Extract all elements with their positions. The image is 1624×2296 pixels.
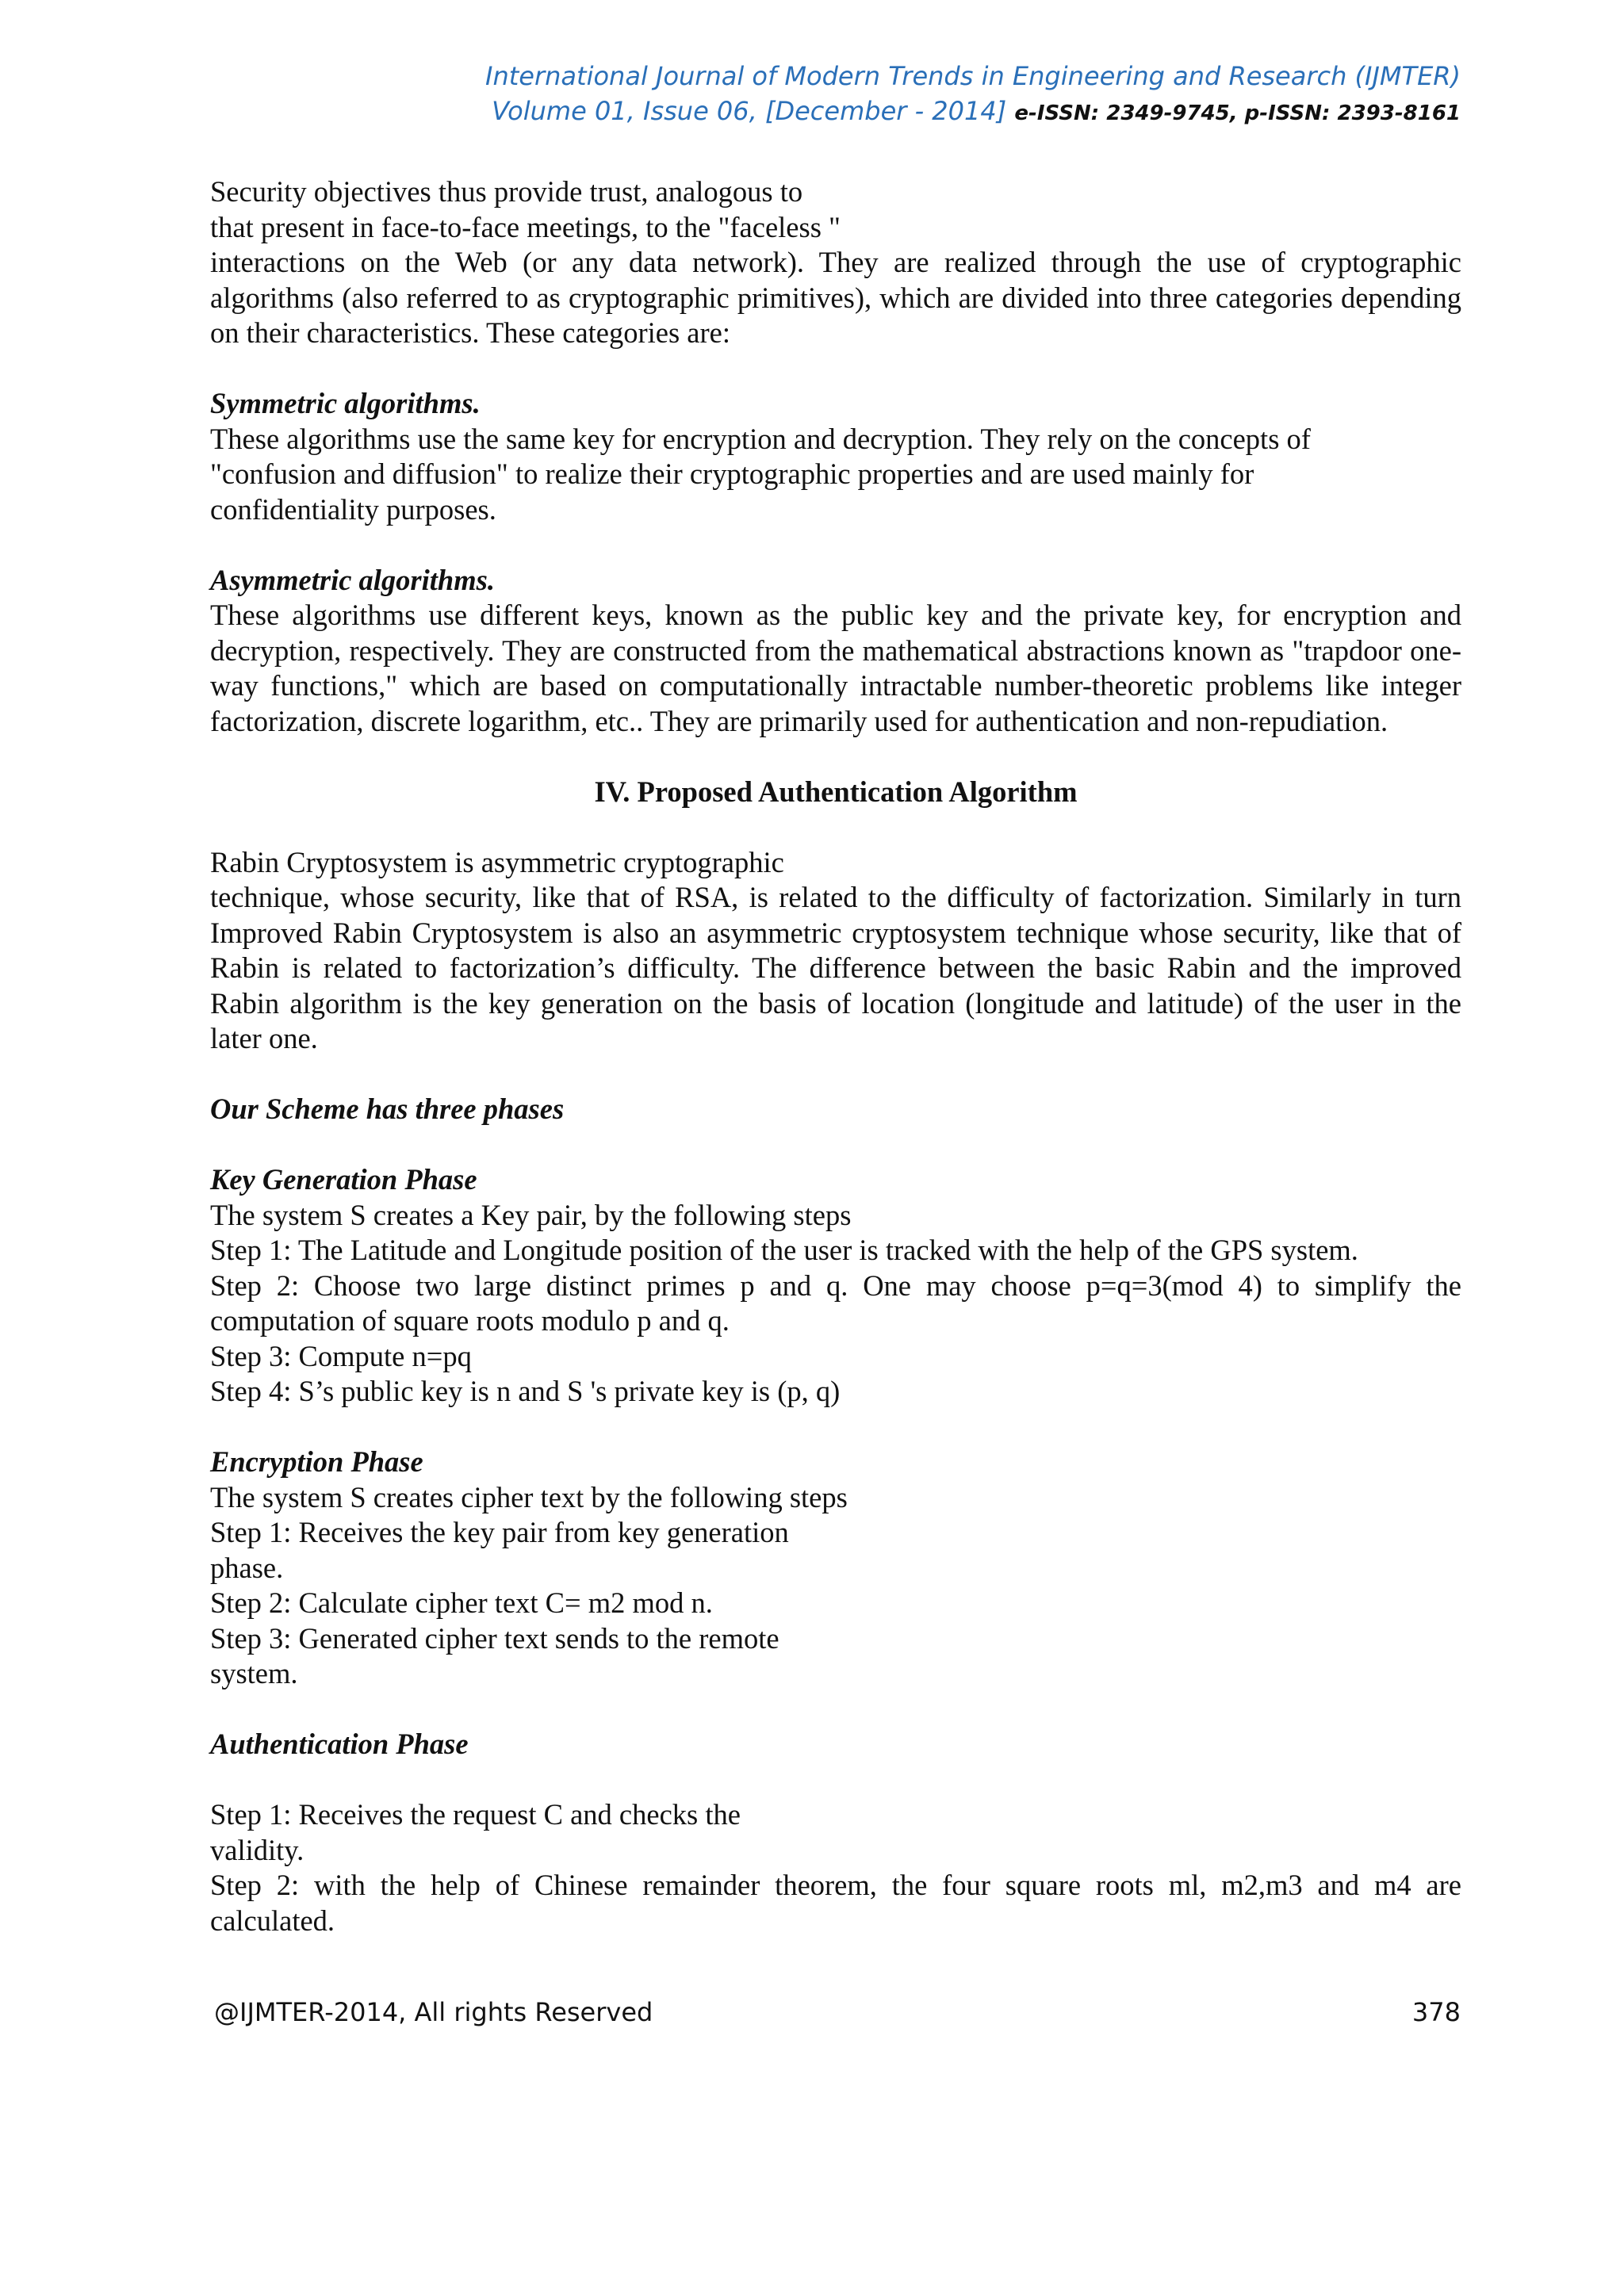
keygen-intro: The system S creates a Key pair, by the following steps [210,1198,852,1231]
authentication-heading: Authentication Phase [210,1728,469,1760]
authentication-step-2: Step 2: with the help of Chinese remainder theorem, the four square roots ml, m2,m3 and m4 are calculated. [210,1869,1461,1937]
rabin-line-1: Rabin Cryptosystem is asymmetric cryptographic [210,845,784,878]
asymmetric-paragraph: These algorithms use different keys, known as the public key and the private key, for encryption and decryption, respectively. They are constructed from the mathematical abstractions known as "trapdoor one-way functions," which are based on computationally intractable number-theoretic problems like integer factorization, discrete logarithm, etc.. They are primarily used for authentication and non-repudiation. [210,599,1461,737]
keygen-step-2: Step 2: Choose two large distinct primes p and q. One may choose p=q=3(mod 4) to simplify the computation of square roots modulo p and q. [210,1269,1461,1337]
spacer [210,739,1461,775]
spacer [210,1762,1461,1798]
encryption-intro: The system S creates cipher text by the following steps [210,1480,848,1513]
keygen-step-4: Step 4: S’s public key is n and S 's private key is (p, q) [210,1375,841,1407]
encryption-step-3: Step 3: Generated cipher text sends to the remote [210,1621,779,1655]
journal-issn: e-ISSN: 2349-9745, p-ISSN: 2393-8161 [1014,101,1461,125]
page-footer [214,1996,1461,2028]
spacer [210,1127,1461,1163]
encryption-step-2: Step 2: Calculate cipher text C= m2 mod n. [210,1586,713,1619]
authentication-step-1-cont: validity. [210,1833,304,1866]
page-body [210,174,1461,1938]
encryption-step-1: Step 1: Receives the key pair from key generation [210,1516,789,1548]
section-title: IV. Proposed Authentication Algorithm [594,775,1078,808]
symmetric-line-2: "confusion and diffusion" to realize their cryptographic properties and are used mainly for [210,457,1254,490]
intro-line-2: that present in face-to-face meetings, to the "faceless " [210,210,841,243]
journal-header [485,59,1461,131]
authentication-step-1: Step 1: Receives the request C and checks the [210,1798,741,1831]
intro-paragraph: interactions on the Web (or any data network). They are realized through the use of cryptographic algorithms (also referred to as cryptographic primitives), which are divided into three categories depending on their characteristics. These categories are: [210,246,1461,349]
scheme-heading: Our Scheme has three phases [210,1093,565,1125]
spacer [210,1057,1461,1093]
keygen-step-1: Step 1: The Latitude and Longitude position of the user is tracked with the help of the GPS system. [210,1234,1358,1266]
spacer [210,1692,1461,1728]
spacer [210,351,1461,387]
keygen-heading: Key Generation Phase [210,1163,477,1196]
keygen-step-3: Step 3: Compute n=pq [210,1339,472,1372]
spacer [210,1410,1461,1445]
journal-title: International Journal of Modern Trends in Engineering and Research (IJMTER) [485,61,1461,91]
journal-volume-line [485,94,1461,131]
asymmetric-heading: Asymmetric algorithms. [210,563,495,596]
page-number: 378 [1411,1997,1461,2027]
rabin-paragraph: technique, whose security, like that of RSA, is related to the difficulty of factorization. Similarly in turn Improved Rabin Cryptosystem is also an asymmetric cryptosystem technique whose security, like that of Rabin is related to factorization’s difficulty. The difference between the basic Rabin and the improved Rabin algorithm is the key generation on the basis of location (longitude and latitude) of the user in the later one. [210,881,1461,1054]
symmetric-heading: Symmetric algorithms. [210,387,481,419]
encryption-heading: Encryption Phase [210,1445,423,1478]
journal-volume: Volume 01, Issue 06, [December - 2014] [492,96,1007,126]
spacer [210,809,1461,845]
encryption-step-1-cont: phase. [210,1551,284,1584]
footer-copyright: @IJMTER-2014, All rights Reserved [214,1997,653,2027]
intro-line-1: Security objectives thus provide trust, analogous to [210,175,803,208]
spacer [210,527,1461,563]
symmetric-line-3: confidentiality purposes. [210,492,496,526]
encryption-step-3-cont: system. [210,1657,298,1689]
symmetric-line-1: These algorithms use the same key for encryption and decryption. They rely on the concepts of [210,422,1311,455]
